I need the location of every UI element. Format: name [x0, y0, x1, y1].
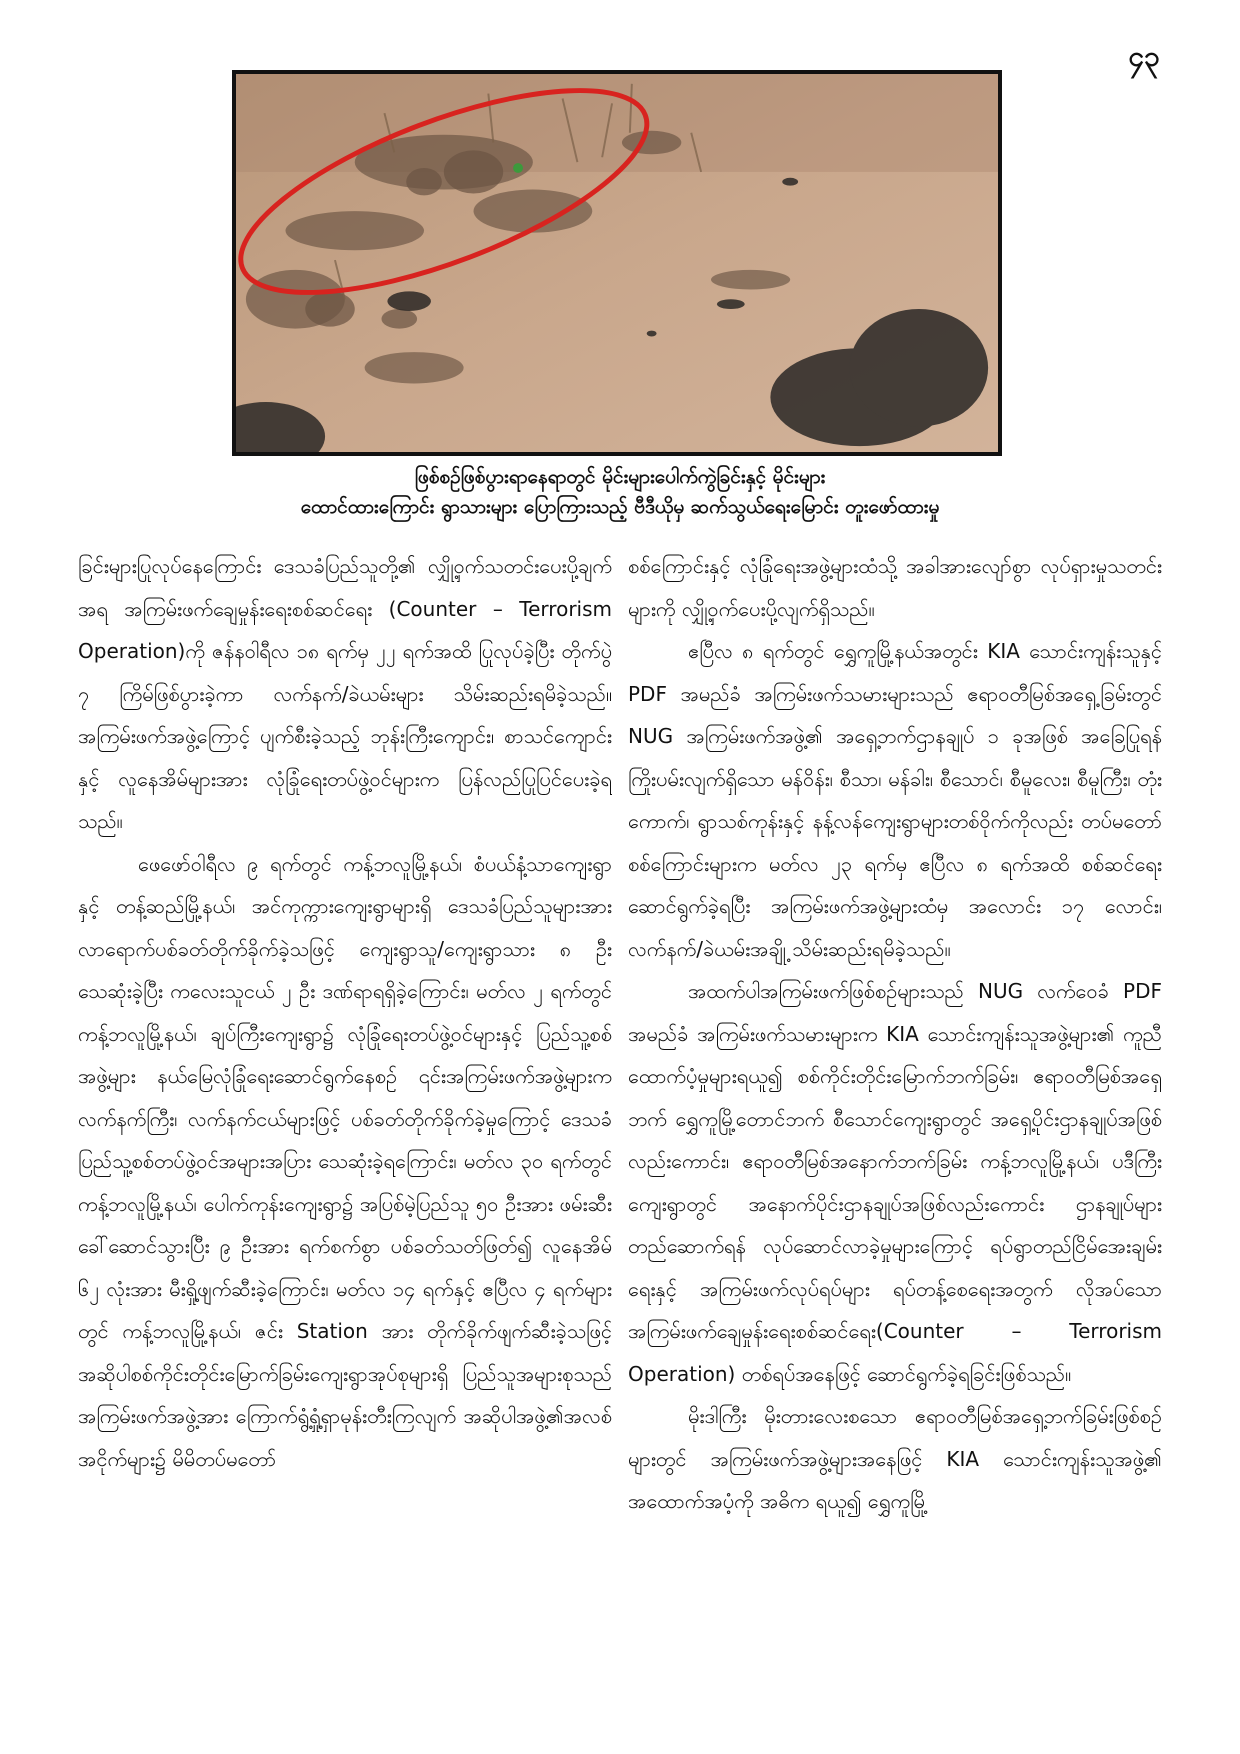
right-paragraph-2: ဧပြီလ ၈ ရက်တွင် ရွှေကူမြို့နယ်အတွင်း KIA သောင်းကျန်းသူနှင့် PDF အမည်ခံ အကြမ်းဖက်သမားများသည် ဧရာဝတီမြစ်အရှေ့ခြမ်းတွင် NUG အကြမ်းဖက်အဖွဲ့၏ အရှေ့ဘက်ဌာနချုပ် ၁ ခုအဖြစ် အခြေပြုရန် ကြိုးပမ်းလျက်ရှိသော မန်ဝိန်း၊ စီသာ၊ မန်ခါး၊ စီသောင်၊ စီမူလေး၊ စီမူကြီး၊ တုံးကောက်၊ ရွာသစ်ကုန်းနှင့် နန့်လန်ကျေးရွာများတစ်ဝိုက်ကိုလည်း တပ်မတော်စစ်ကြောင်းများက မတ်လ ၂၃ ရက်မှ ဧပြီလ ၈ ရက်အထိ စစ်ဆင်ရေးဆောင်ရွက်ခဲ့ရပြီး အကြမ်းဖက်အဖွဲ့များထံမှ အလောင်း ၁၇ လောင်း၊ လက်နက်/ခဲယမ်းအချို့ သိမ်းဆည်းရမိခဲ့သည်။: [628, 639, 1162, 961]
right-paragraph-3: အထက်ပါအကြမ်းဖက်ဖြစ်စဉ်များသည် NUG လက်ဝေခံ PDF အမည်ခံ အကြမ်းဖက်သမားများက KIA သောင်းကျန်းသူအဖွဲ့များ၏ ကူညီထောက်ပံ့မှုများရယူ၍ စစ်ကိုင်းတိုင်းမြောက်ဘက်ခြမ်း၊ ဧရာဝတီမြစ်အရှေ့ဘက် ရွှေကူမြို့တောင်ဘက် စီသောင်ကျေးရွာတွင် အရှေ့ပိုင်းဌာနချုပ်အဖြစ်လည်းကောင်း၊ ဧရာဝတီမြစ်အနောက်ဘက်ခြမ်း ကန့်ဘလူမြို့နယ်၊ ပဒီကြီးကျေးရွာတွင် အနောက်ပိုင်းဌာနချုပ်အဖြစ်လည်းကောင်း ဌာနချုပ်များ တည်ဆောက်ရန် လုပ်ဆောင်လာခဲ့မှုများကြောင့် ရပ်ရွာတည်ငြိမ်အေးချမ်းရေးနှင့် အကြမ်းဖက်လုပ်ရပ်များ ရပ်တန့်စေရေးအတွက် လိုအပ်သော အကြမ်းဖက်ချေမှုန်းရေးစစ်ဆင်ရေး(Counter – Terrorism Operation) တစ်ရပ်အနေဖြင့် ဆောင်ရွက်ခဲ့ရခြင်းဖြစ်သည်။: [628, 979, 1162, 1386]
caption-line-2: ထောင်ထားကြောင်း ရွာသားများ ပြောကြားသည့် ဗီဒီယိုမှ ဆက်သွယ်ရေးမြောင်း တူးဖော်ထားမှု: [300, 496, 940, 518]
page-number: ၄၃: [1128, 40, 1160, 73]
landmine-field-photo-icon: [236, 74, 998, 452]
right-paragraph-4: မိုးဒါကြီး မိုးတားလေးစသော ဧရာဝတီမြစ်အရှေ့ဘက်ခြမ်းဖြစ်စဉ်များတွင် အကြမ်းဖက်အဖွဲ့များအနေဖြင့် KIA သောင်းကျန်းသူအဖွဲ့၏ အထောက်အပံ့ကို အဓိက ရယူ၍ ရွှေကူမြို့: [628, 1404, 1162, 1513]
left-paragraph-1: ခြင်းများပြုလုပ်နေကြောင်း ဒေသခံပြည်သူတို့၏ လျှို့ဝှက်သတင်းပေးပို့ချက်အရ အကြမ်းဖက်ချေမှုန်းရေးစစ်ဆင်ရေး (Counter – Terrorism Operation)ကို ဇန်နဝါရီလ ၁၈ ရက်မှ ၂၂ ရက်အထိ ပြုလုပ်ခဲ့ပြီး တိုက်ပွဲ ၇ ကြိမ်ဖြစ်ပွားခဲ့ကာ လက်နက်/ခဲယမ်းများ သိမ်းဆည်းရမိခဲ့သည်။ အကြမ်းဖက်အဖွဲ့ကြောင့် ပျက်စီးခဲ့သည့် ဘုန်းကြီးကျောင်း၊ စာသင်ကျောင်းနှင့် လူနေအိမ်များအား လုံခြုံရေးတပ်ဖွဲ့ဝင်များက ပြန်လည်ပြုပြင်ပေးခဲ့ရသည်။: [78, 554, 612, 833]
caption-line-1: ဖြစ်စဉ်ဖြစ်ပွားရာနေရာတွင် မိုင်းများပေါက်ကွဲခြင်းနှင့် မိုင်းများ: [414, 466, 826, 488]
left-paragraph-2: ဖေဖော်ဝါရီလ ၉ ရက်တွင် ကန့်ဘလူမြို့နယ်၊ စံပယ်နံ့သာကျေးရွာနှင့် တန့်ဆည်မြို့နယ်၊ အင်ကုက္ကားကျေးရွာများရှိ ဒေသခံပြည်သူများအား လာရောက်ပစ်ခတ်တိုက်ခိုက်ခဲ့သဖြင့် ကျေးရွာသူ/ကျေးရွာသား ၈ ဦး သေဆုံးခဲ့ပြီး ကလေးသူငယ် ၂ ဦး ဒဏ်ရာရရှိခဲ့ကြောင်း၊ မတ်လ ၂ ရက်တွင် ကန့်ဘလူမြို့နယ်၊ ချပ်ကြီးကျေးရွာ၌ လုံခြုံရေးတပ်ဖွဲ့ဝင်များနှင့် ပြည်သူ့စစ်အဖွဲ့များ နယ်မြေလုံခြုံရေးဆောင်ရွက်နေစဉ် ၎င်းအကြမ်းဖက်အဖွဲ့များက လက်နက်ကြီး၊ လက်နက်ငယ်များဖြင့် ပစ်ခတ်တိုက်ခိုက်ခဲ့မှုကြောင့် ဒေသခံပြည်သူ့စစ်တပ်ဖွဲ့ဝင်အများအပြား သေဆုံးခဲ့ရကြောင်း၊ မတ်လ ၃၀ ရက်တွင် ကန့်ဘလူမြို့နယ်၊ ပေါက်ကုန်းကျေးရွာ၌ အပြစ်မဲ့ပြည်သူ ၅၀ ဦးအား ဖမ်းဆီးခေါ်ဆောင်သွားပြီး ၉ ဦးအား ရက်စက်စွာ ပစ်ခတ်သတ်ဖြတ်၍ လူနေအိမ် ၆၂ လုံးအား မီးရှို့ဖျက်ဆီးခဲ့ကြောင်း၊ မတ်လ ၁၄ ရက်နှင့် ဧပြီလ ၄ ရက်များတွင် ကန့်ဘလူမြို့နယ်၊ ဇင်း Station အား တိုက်ခိုက်ဖျက်ဆီးခဲ့သဖြင့် အဆိုပါစစ်ကိုင်းတိုင်းမြောက်ခြမ်းကျေးရွာအုပ်စုများရှိ ပြည်သူအများစုသည် အကြမ်းဖက်အဖွဲ့အား ကြောက်ရွံ့ရှုံ့ရှာမုန်းတီးကြလျက် အဆိုပါအဖွဲ့၏အလစ်အငိုက်များ၌ မိမိတပ်မတော်: [78, 851, 612, 1471]
right-paragraph-1: စစ်ကြောင်းနှင့် လုံခြုံရေးအဖွဲ့များထံသို့ အခါအားလျော်စွာ လုပ်ရှားမှုသတင်းများကို လျှို့ဝှက်ပေးပို့လျက်ရှိသည်။: [628, 554, 1162, 621]
news-photo: [232, 70, 1002, 456]
photo-caption: [150, 462, 1090, 522]
right-column: [628, 545, 1162, 1735]
left-column: [78, 545, 612, 1735]
